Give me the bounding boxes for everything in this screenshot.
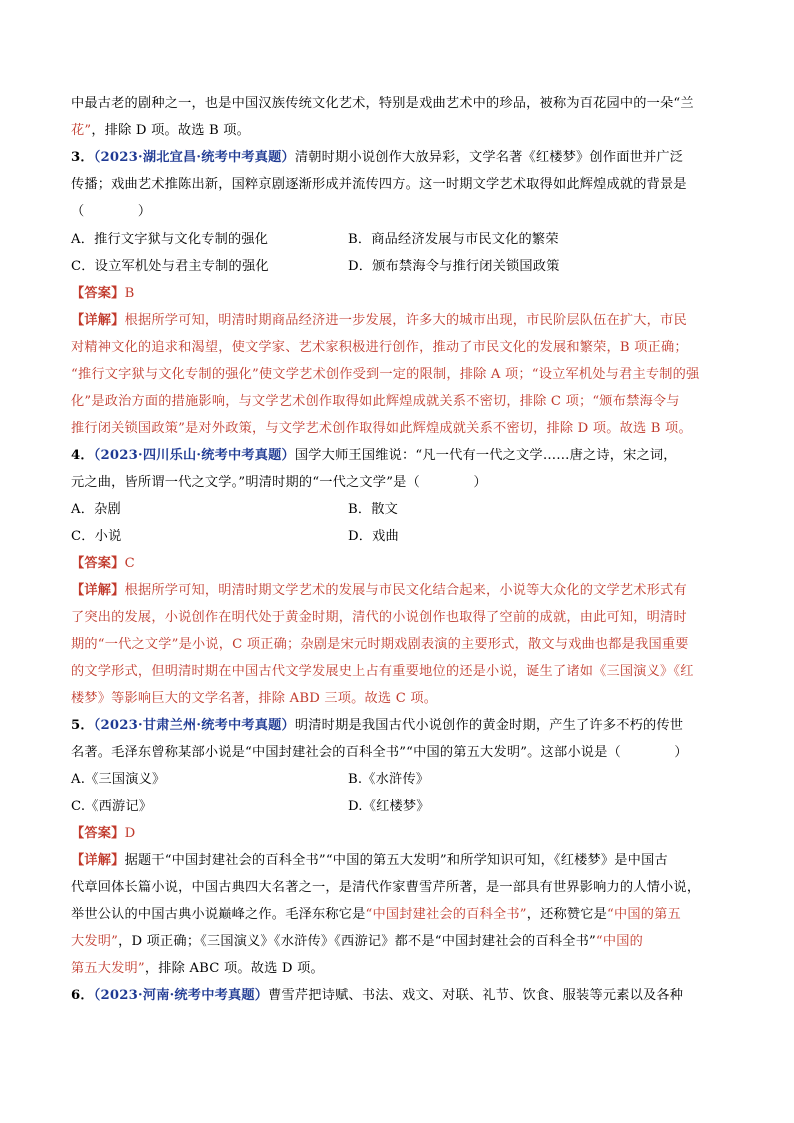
- option-a: A.《三国演义》: [71, 772, 166, 787]
- question-3-stem: [71, 146, 683, 165]
- answer-line: [71, 552, 135, 571]
- question-text: 国学大师王国维说：“凡一代有一代之文学……唐之诗，宋之词，: [294, 448, 677, 463]
- option-b: B．商品经济发展与市民文化的繁荣: [348, 232, 559, 247]
- explanation-text: ，排除 ABC 项。故选 D 项。: [144, 961, 324, 976]
- question-source-tag: （2023·甘肃兰州·统考中考真题）: [93, 718, 295, 733]
- explanation-line: [71, 930, 643, 949]
- option-a: A．杂剧: [71, 502, 121, 517]
- explanation-line: 对精神文化的追求和渴望，使文学家、艺术家积极进行创作，推动了市民文化的发展和繁荣，B 项正确；: [71, 340, 688, 355]
- intro-text: ，排除 D 项。故选 B 项。: [91, 123, 251, 138]
- answer-value: B: [124, 286, 135, 301]
- answer-label: 【答案】: [71, 286, 125, 301]
- question-source-tag: （2023·河南·统考中考真题）: [93, 988, 269, 1003]
- question-text: 传播；戏曲艺术推陈出新，国粹京剧逐渐形成并流传四方。这一时期文学艺术取得如此辉煌成就的背景是: [71, 177, 687, 192]
- options-row-1: [71, 498, 731, 518]
- answer-line: [71, 822, 135, 841]
- option-d: D.《红楼梦》: [348, 799, 430, 814]
- question-text: 曹雪芹把诗赋、书法、戏文、对联、礼节、饮食、服装等元素以及各种: [268, 988, 684, 1003]
- question-4-stem: [71, 444, 677, 463]
- explanation-line: “推行文字狱与文化专制的强化”使文学艺术创作受到一定的限制，排除 A 项；“设立军机处与君主专制的强: [71, 367, 700, 382]
- question-source-tag: （2023·湖北宜昌·统考中考真题）: [93, 150, 295, 165]
- question-6-stem: [71, 984, 683, 1003]
- explanation-line: 推行闭关锁国政策”是对外政策，与文学艺术创作取得如此辉煌成就关系不密切，排除 D 项。故选 B 项。: [71, 421, 692, 436]
- explanation-text: 根据所学可知，明清时期商品经济进一步发展，许多大的城市出现，市民阶层队伍在扩大，市民: [124, 313, 687, 328]
- options-row-2: [71, 525, 731, 545]
- option-b: B．散文: [348, 502, 399, 517]
- explanation-line: [71, 849, 668, 868]
- explanation-text: 据题干“中国封建社会的百科全书”“中国的第五大发明”和所学知识可知，《红楼梦》是中国古: [124, 853, 668, 868]
- question-5-stem-2: 名著。毛泽东曾称某部小说是“中国封建社会的百科全书”“中国的第五大发明”。这部小说是（ ）: [71, 745, 688, 760]
- explanation-quote: “中国封建社会的百科全书”: [365, 907, 527, 922]
- explanation-label: 【详解】: [71, 313, 125, 328]
- explanation-quote: “中国的第五: [607, 907, 681, 922]
- options-row-2: [71, 795, 731, 815]
- answer-blank: （ ）: [71, 204, 152, 219]
- explanation-line: 化”是政治方面的措施影响，与文学艺术创作取得如此辉煌成就关系不密切，排除 C 项；“颁布禁海令与: [71, 394, 680, 409]
- question-4-stem-2: 元之曲，皆所谓一代之文学。”明清时期的“一代之文学”是（ ）: [71, 475, 487, 490]
- explanation-text: 举世公认的中国古典小说巅峰之作。毛泽东称它是: [71, 907, 366, 922]
- options-row-1: [71, 228, 731, 248]
- option-d: D．颁布禁海令与推行闭关锁国政策: [348, 259, 560, 274]
- answer-value: C: [124, 556, 135, 571]
- explanation-line: [71, 957, 324, 976]
- intro-text: 中最古老的剧种之一，也是中国汉族传统文化艺术，特别是戏曲艺术中的珍品，被称为百花园中的一朵“兰: [71, 96, 694, 111]
- option-b: B.《水浒传》: [348, 772, 430, 787]
- explanation-line: 楼梦》等影响巨大的文学名著，排除 ABD 三项。故选 C 项。: [71, 691, 438, 706]
- answer-label: 【答案】: [71, 556, 125, 571]
- explanation-line: 了突出的发展，小说创作在明代处于黄金时期，清代的小说创作也取得了空前的成就，由此可知，明清时: [71, 610, 687, 625]
- question-number: 6．: [71, 988, 94, 1003]
- question-source-tag: （2023·四川乐山·统考中考真题）: [93, 448, 295, 463]
- explanation-label: 【详解】: [71, 583, 125, 598]
- explanation-line: [71, 903, 681, 922]
- explanation-quote: 第五大发明”: [71, 961, 145, 976]
- explanation-line: [71, 309, 687, 328]
- option-c: C.《西游记》: [71, 799, 153, 814]
- answer-label: 【答案】: [71, 826, 125, 841]
- option-d: D．戏曲: [348, 529, 399, 544]
- option-c: C．小说: [71, 529, 122, 544]
- intro-line-2: [71, 119, 250, 138]
- question-5-stem: [71, 714, 683, 733]
- question-3-stem-2: [71, 173, 687, 192]
- answer-value: D: [124, 826, 136, 841]
- question-number: 3．: [71, 150, 94, 165]
- intro-line-1: [71, 92, 694, 111]
- question-text: 明清时期是我国古代小说创作的黄金时期，产生了许多不朽的传世: [294, 718, 684, 733]
- explanation-text: 根据所学可知，明清时期文学艺术的发展与市民文化结合起来，小说等大众化的文学艺术形式有: [124, 583, 687, 598]
- question-text: 清朝时期小说创作大放异彩，文学名著《红楼梦》创作面世并广泛: [294, 150, 684, 165]
- question-number: 4．: [71, 448, 94, 463]
- option-c: C．设立军机处与君主专制的强化: [71, 259, 269, 274]
- explanation-line: 代章回体长篇小说，中国古典四大名著之一，是清代作家曹雪芹所著，是一部具有世界影响力的人情小说，: [71, 880, 701, 895]
- answer-line: [71, 282, 134, 301]
- options-row-1: [71, 768, 731, 788]
- explanation-text: ，还称赞它是: [526, 907, 608, 922]
- explanation-quote: “中国的: [595, 934, 644, 949]
- options-row-2: [71, 255, 731, 275]
- intro-quote: 花”: [71, 123, 92, 138]
- explanation-quote: 大发明”: [71, 934, 119, 949]
- question-number: 5．: [71, 718, 94, 733]
- explanation-label: 【详解】: [71, 853, 125, 868]
- explanation-text: ，D 项正确；《三国演义》《水浒传》《西游记》都不是“中国封建社会的百科全书”: [118, 934, 596, 949]
- explanation-line: 期的“一代之文学”是小说，C 项正确；杂剧是宋元时期戏剧表演的主要形式，散文与戏曲也都是我国重要: [71, 637, 689, 652]
- explanation-line: 的文学形式，但明清时期在中国古代文学发展史上占有重要地位的还是小说，诞生了诸如《三国演义》《红: [71, 664, 694, 679]
- explanation-line: [71, 579, 687, 598]
- option-a: A．推行文字狱与文化专制的强化: [71, 232, 269, 247]
